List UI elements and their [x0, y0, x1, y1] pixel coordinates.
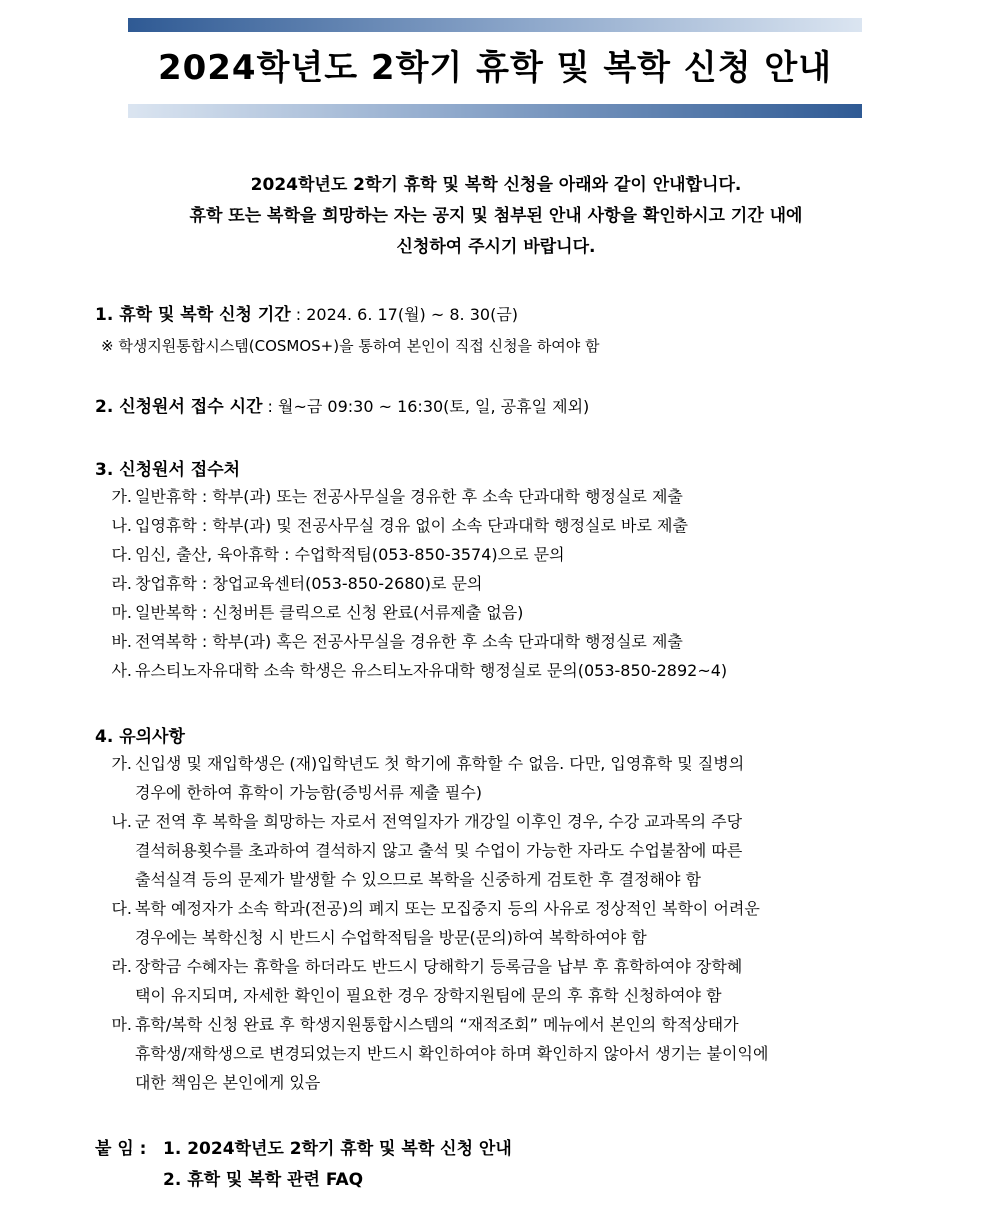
- list-item: 다. 임신, 출산, 육아휴학 : 수업학적팀(053-850-3574)으로 문의: [111, 545, 565, 564]
- attachment-item: 1. 2024학년도 2학기 휴학 및 복학 신청 안내: [163, 1139, 512, 1159]
- section-1: [95, 300, 898, 356]
- section-3: [95, 455, 898, 685]
- intro: [60, 170, 932, 263]
- title-bar-top: [128, 18, 862, 32]
- section-2: [95, 392, 898, 417]
- section-1-note: ※ 학생지원통합시스템(COSMOS+)을 통하여 본인이 직접 신청을 하여야 함: [101, 337, 600, 355]
- list-item: 다. 복학 예정자가 소속 학과(전공)의 폐지 또는 모집중지 등의 사유로 정상적인 복학이 어려운 경우에는 복학신청 시 반드시 수업학적팀을 방문(문의)하여 복학하여야 함: [111, 899, 760, 947]
- list-item: 사. 유스티노자유대학 소속 학생은 유스티노자유대학 행정실로 문의(053-850-2892~4): [111, 661, 728, 680]
- list-item: 가. 일반휴학 : 학부(과) 또는 전공사무실을 경유한 후 소속 단과대학 행정실로 제출: [111, 487, 683, 506]
- list-item: 바. 전역복학 : 학부(과) 혹은 전공사무실을 경유한 후 소속 단과대학 행정실로 제출: [111, 632, 683, 651]
- list-item: 가. 신입생 및 재입학생은 (재)입학년도 첫 학기에 휴학할 수 없음. 다만, 입영휴학 및 질병의 경우에 한하여 휴학이 가능함(증빙서류 제출 필수): [111, 754, 745, 802]
- intro-line: 2024학년도 2학기 휴학 및 복학 신청을 아래와 같이 안내합니다.: [250, 175, 742, 195]
- section-1-value: : 2024. 6. 17(월) ~ 8. 30(금): [290, 305, 519, 324]
- list-item: 마. 일반복학 : 신청버튼 클릭으로 신청 완료(서류제출 없음): [111, 603, 524, 622]
- attachment-item: 2. 휴학 및 복학 관련 FAQ: [163, 1170, 364, 1190]
- title-bar-bottom: [128, 104, 862, 118]
- attachments: [95, 1134, 512, 1196]
- intro-line: 신청하여 주시기 바랍니다.: [396, 237, 596, 257]
- list-item: 나. 입영휴학 : 학부(과) 및 전공사무실 경유 없이 소속 단과대학 행정실로 바로 제출: [111, 516, 688, 535]
- section-4: [95, 722, 898, 1097]
- list-item: 나. 군 전역 후 복학을 희망하는 자로서 전역일자가 개강일 이후인 경우, 수강 교과목의 주당 결석허용횟수를 초과하여 결석하지 않고 출석 및 수업이 가능한 자라도 수업불참에 따른 출석실격 등의 문제가 발생할 수 있으므로 복학을 신중하게 검토한 후 결정해야 함: [111, 812, 743, 889]
- intro-line: 휴학 또는 복학을 희망하는 자는 공지 및 첨부된 안내 사항을 확인하시고 기간 내에: [189, 206, 803, 226]
- section-1-heading: 1. 휴학 및 복학 신청 기간 : 2024. 6. 17(월) ~ 8. 30(금): [95, 305, 519, 325]
- page-title: 2024학년도 2학기 휴학 및 복학 신청 안내: [157, 48, 833, 88]
- section-2-value: : 월~금 09:30 ~ 16:30(토, 일, 공휴일 제외): [262, 397, 590, 416]
- attachments-label: 붙 임 :: [95, 1139, 147, 1159]
- section-2-heading: 2. 신청원서 접수 시간 : 월~금 09:30 ~ 16:30(토, 일, 공휴일 제외): [95, 397, 590, 417]
- section-4-heading: 4. 유의사항: [95, 727, 185, 747]
- list-item: 라. 장학금 수혜자는 휴학을 하더라도 반드시 당해학기 등록금을 납부 후 휴학하여야 장학혜 택이 유지되며, 자세한 확인이 필요한 경우 장학지원팀에 문의 후 휴학 신청하여야 함: [111, 957, 743, 1005]
- section-3-heading: 3. 신청원서 접수처: [95, 460, 241, 480]
- list-item: 라. 창업휴학 : 창업교육센터(053-850-2680)로 문의: [111, 574, 483, 593]
- list-item: 마. 휴학/복학 신청 완료 후 학생지원통합시스템의 “재적조회” 메뉴에서 본인의 학적상태가 휴학생/재학생으로 변경되었는지 반드시 확인하여야 하며 확인하지 않아서 생기는 불이익에 대한 책임은 본인에게 있음: [111, 1015, 769, 1092]
